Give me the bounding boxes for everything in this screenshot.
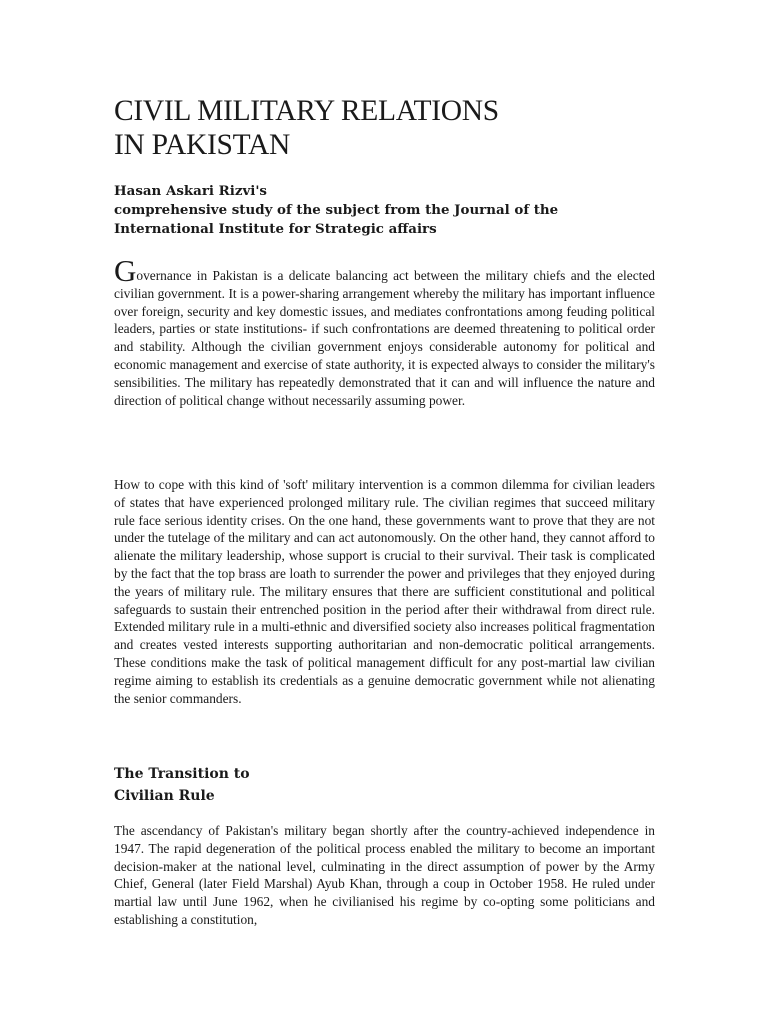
paragraph-text: How to cope with this kind of 'soft' military intervention is a common dilemma for civilian leaders of states that have experienced prolonged military rule. The civilian regimes that succeed military rule face serious identity crises. On the one hand, these governments want to prove that they are not under the tutelage of the military and can act autonomously. On the other hand, they cannot afford to alienate the military leadership, whose support is crucial to their survival. Their task is complicated by the fact that the top brass are loath to surrender the power and privileges that they enjoyed during the years of military rule. The military ensures that there are sufficient constitutional and political safeguards to sustain their entrenched position in the period after their withdrawal from direct rule. Extended military rule in a multi-ethnic and diversified society also increases political fragmentation and creates vested interests supporting authoritarian and non-democratic political arrangements. These conditions make the task of political management difficult for any post-martial law civilian regime aiming to establish its credentials as a genuine democratic government while not alienating the senior commanders. xyxy=(114,477,655,706)
paragraph-intro xyxy=(114,253,655,409)
author-byline xyxy=(114,182,655,239)
paragraph-transition xyxy=(114,822,655,929)
paragraph-text: overnance in Pakistan is a delicate balancing act between the military chiefs and the elected civilian government. It is a power-sharing arrangement whereby the military has important influence over foreign, security and key domestic issues, and mediates confrontations among feuding political leaders, parties or state institutions- if such confrontations are deemed threatening to political order and stability. Although the civilian government enjoys considerable autonomy for political and economic management and exercise of state authority, it is expected always to consider the military's sensibilities. The military has repeatedly demonstrated that it can and will influence the nature and direction of political change without necessarily assuming power. xyxy=(114,268,655,408)
drop-cap: G xyxy=(114,253,137,288)
title-line: CIVIL MILITARY RELATIONS xyxy=(114,95,499,127)
document-title xyxy=(114,94,655,162)
paragraph-text: The ascendancy of Pakistan's military began shortly after the country-achieved independence in 1947. The rapid degeneration of the political process enabled the military to become an important decision-maker at the national level, culminating in the direct assumption of power by the Army Chief, General (later Field Marshal) Ayub Khan, through a coup in October 1958. He ruled under martial law until June 1962, when he civilianised his regime by co-opting some politicians and establishing a constitution, xyxy=(114,823,655,927)
section-heading-line: Civilian Rule xyxy=(114,788,215,804)
byline-line: comprehensive study of the subject from the Journal of the xyxy=(114,202,559,218)
section-heading-line: The Transition to xyxy=(114,766,250,782)
byline-line: Hasan Askari Rizvi's xyxy=(114,183,267,199)
title-line: IN PAKISTAN xyxy=(114,129,291,161)
byline-line: International Institute for Strategic affairs xyxy=(114,221,437,237)
paragraph-soft-intervention xyxy=(114,476,655,707)
section-heading xyxy=(114,763,655,807)
